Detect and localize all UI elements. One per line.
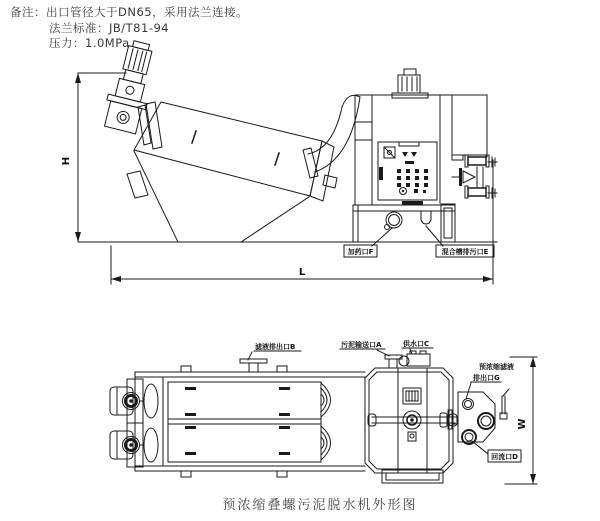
note-line-3: 压力：1.0MPa xyxy=(49,36,130,50)
tank-drain-port-e xyxy=(418,211,434,224)
w-dimension xyxy=(505,357,537,484)
port-label-d xyxy=(488,450,521,462)
drum-motor-upper xyxy=(110,379,158,423)
drum-pair xyxy=(168,382,331,462)
tank-drain-port-label: 混合槽排污口E xyxy=(441,248,489,256)
prethickener-filtrate-label-line1: 预浓缩滤液 xyxy=(479,363,514,371)
outlet-piping xyxy=(452,155,497,198)
filtrate-flange-b xyxy=(240,359,267,372)
prethickener-filtrate-port-g xyxy=(463,399,474,410)
control-panel xyxy=(378,142,437,200)
feed-chute xyxy=(303,95,360,178)
h-dimension xyxy=(61,73,126,242)
screw-drum xyxy=(134,102,337,201)
mixing-tank xyxy=(344,201,494,257)
frame-rails xyxy=(135,366,365,477)
cabinet-motor xyxy=(392,69,428,98)
note-line-2: 法兰标准：JB/T81-94 xyxy=(49,20,170,35)
prethickener-filtrate-label-line2: 排出口G xyxy=(473,374,500,382)
top-view xyxy=(110,339,537,484)
port-label-f xyxy=(344,245,377,257)
dosing-port-f xyxy=(385,212,403,230)
return-port-label: 回流口D xyxy=(491,453,518,461)
sludge-feed-label: 污泥输送口A xyxy=(341,341,382,349)
machine-body xyxy=(355,95,487,205)
body-top-view xyxy=(365,351,457,483)
drive-motor xyxy=(101,38,162,135)
center-pump xyxy=(403,388,421,441)
port-label-e xyxy=(436,245,494,257)
filtrate-outlet-label: 滤液排出口B xyxy=(255,343,296,351)
note-line-1: 备注：出口管径大于DN65，采用法兰连接。 xyxy=(10,5,249,19)
dosing-port-label: 加药口F xyxy=(347,248,374,256)
w-dimension-label: W xyxy=(517,418,528,430)
h-dimension-label: H xyxy=(61,156,72,166)
water-supply-label: 供水口C xyxy=(403,340,430,348)
l-dimension-label: L xyxy=(298,267,306,278)
drum-motor-lower xyxy=(110,423,158,467)
panel-buttons xyxy=(379,167,428,193)
drawing-caption: 预浓缩叠螺污泥脱水机外形图 xyxy=(222,498,418,513)
side-view xyxy=(61,38,497,284)
support-stand xyxy=(127,151,309,242)
water-flange-c xyxy=(399,351,430,366)
notes-block xyxy=(10,5,248,52)
